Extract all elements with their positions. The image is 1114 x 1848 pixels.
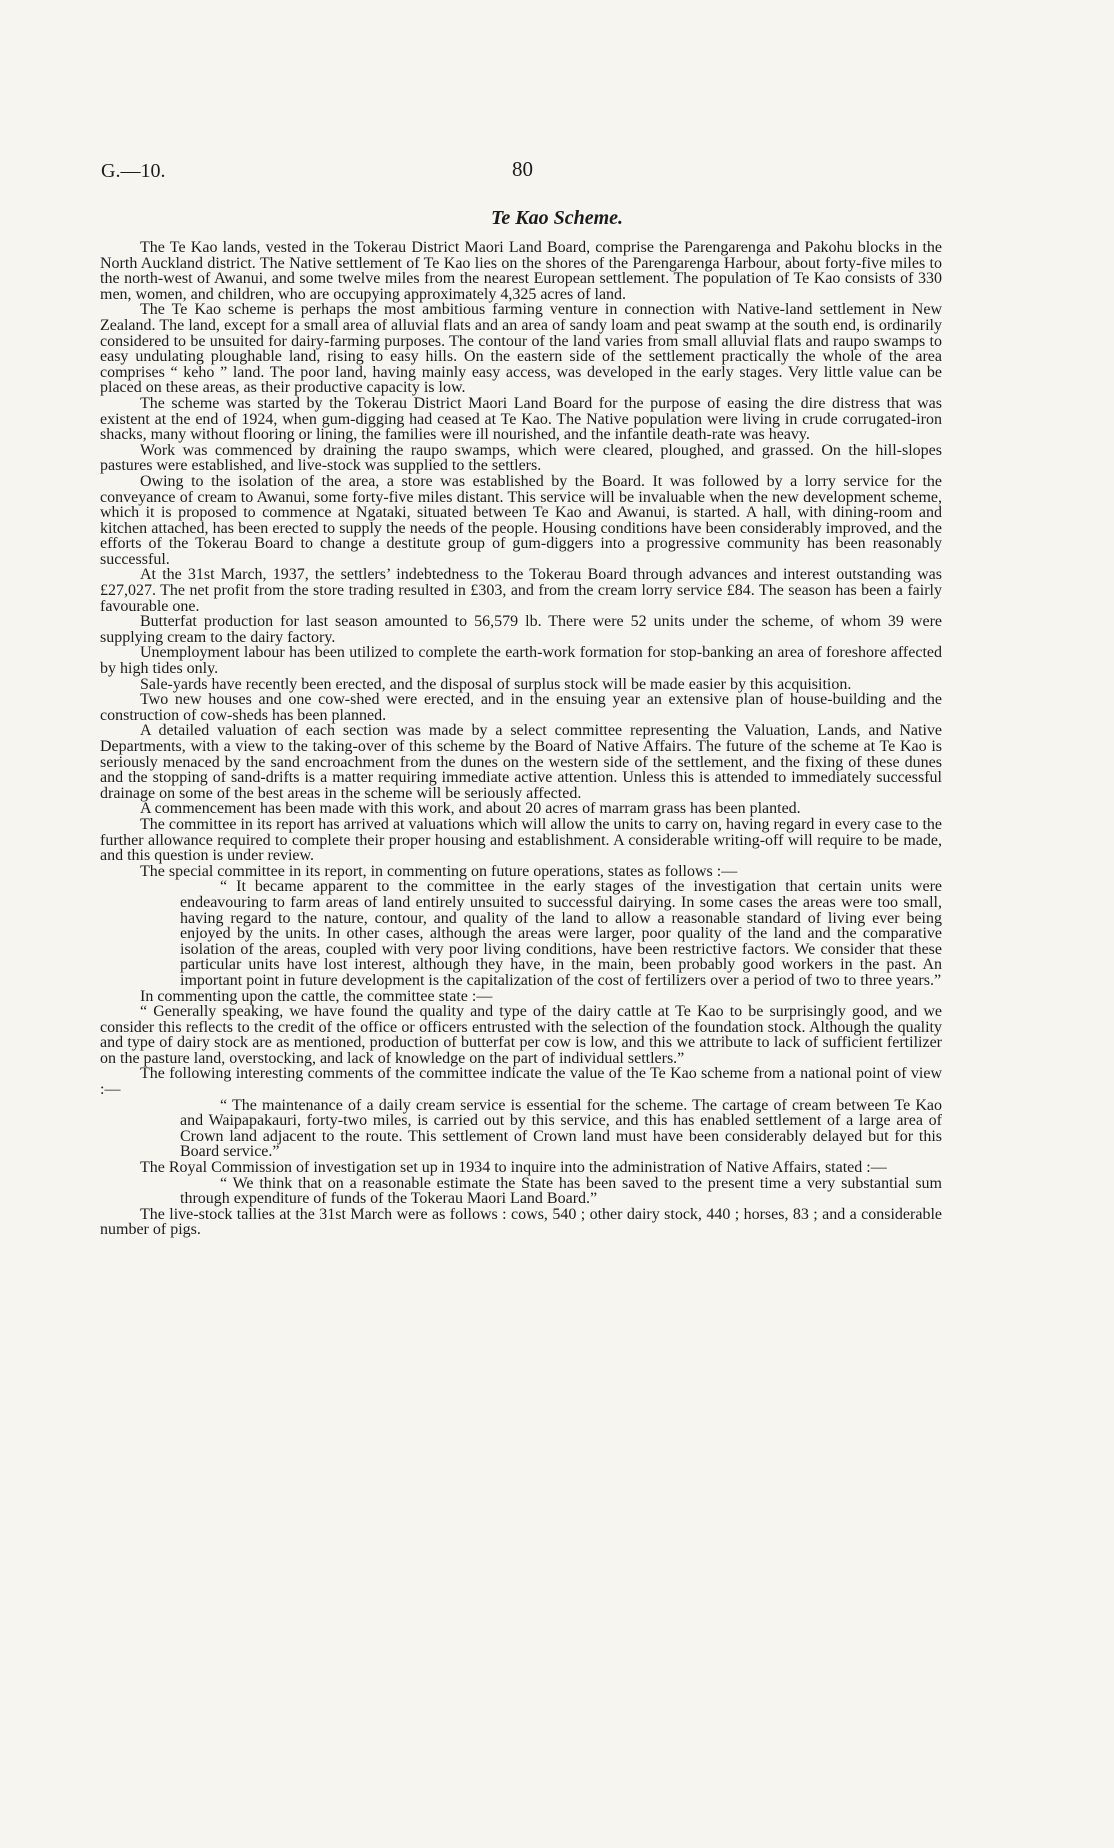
paragraph: In commenting upon the cattle, the committee state :— — [140, 987, 493, 1005]
section-title: Te Kao Scheme. — [490, 207, 624, 229]
paragraph: A commencement has been made with this work, and about 20 acres of marram grass has been planted. — [140, 800, 801, 818]
paragraph: The Te Kao scheme is perhaps the most ambitious farming venture in connection with Native-land settlement in New Zealand. The land, except for a small area of alluvial flats and an area of sandy loam and peat swamp at the south end, is ordinarily considered to be unsuited for dairy-farming purposes. The contour of the land varies from small alluvial flats and raupo swamps to easy undulating ploughable land, rising to easy hills. On the eastern side of the settlement practically the whole of the area comprises “ keho ” land. The poor land, having mainly easy access, was developed in the early stages. Very little value can be placed on these areas, as their productive capacity is low. — [100, 301, 942, 397]
paragraph: Butterfat production for last season amounted to 56,579 lb. There were 52 units under the scheme, of whom 39 were supplying cream to the dairy factory. — [100, 613, 942, 646]
paragraph: The following interesting comments of the committee indicate the value of the Te Kao scheme from a national point of view :— — [100, 1065, 942, 1099]
paragraph: The Royal Commission of investigation set up in 1934 to inquire into the administration of Native Affairs, stated :— — [140, 1159, 887, 1177]
paragraph: The committee in its report has arrived at valuations which will allow the units to carry on, having regard in every case to the further allowance required to complete their proper housing and establishment. A considerable writing-off will require to be made, and this question is under review. — [100, 815, 942, 865]
paragraph: A detailed valuation of each section was made by a select committee representing the Valuation, Lands, and Native Departments, with a view to the taking-over of this scheme by the Board of Native Affairs. The future of the scheme at Te Kao is seriously menaced by the sand encroachment from the dunes on the western side of the settlement, and the fixing of these dunes and the stopping of sand-drifts is a matter requiring immediate active attention. Unless this is attended to immediately successful drainage on some of the best areas in the scheme will be seriously affected. — [100, 722, 942, 802]
paragraph: The Te Kao lands, vested in the Tokerau District Maori Land Board, comprise the Parengarenga and Pakohu blocks in the North Auckland district. The Native settlement of Te Kao lies on the shores of the Parengarenga Harbour, about forty-five miles to the north-west of Awanui, and some twelve miles from the nearest European settlement. The population of Te Kao consists of 330 men, women, and children, who are occupying approximately 4,325 acres of land. — [100, 239, 942, 303]
paragraph: Sale-yards have recently been erected, and the disposal of surplus stock will be made easier by this acquisition. — [140, 675, 852, 693]
paragraph: Work was commenced by draining the raupo swamps, which were cleared, ploughed, and grassed. On the hill-slopes pastures were established, and live-stock was supplied to the settlers. — [100, 441, 942, 475]
paragraph: The live-stock tallies at the 31st March were as follows : cows, 540 ; other dairy stock, 440 ; horses, 83 ; and a considerable number of pigs. — [100, 1205, 942, 1239]
paragraph: Two new houses and one cow-shed were erected, and in the ensuing year an extensive plan of house-building and the construction of cow-sheds has been planned. — [100, 691, 942, 724]
block-quote: “ It became apparent to the committee in the early stages of the investigation that certain units were endeavouring to farm areas of land entirely unsuited to successful dairying. In some cases the areas were too small, having regard to the nature, contour, and quality of the land to allow a reasonable standard of living ever being enjoyed by the units. In other cases, although the areas were larger, poor quality of the land and the comparative isolation of the areas, coupled with very poor living conditions, have been restrictive factors. We consider that these particular units have lost interest, although they have, in the main, been probably good workers in the past. An important point in future development is the capitalization of the cost of fertilizers over a period of two to three years.” — [180, 878, 942, 989]
paragraph: At the 31st March, 1937, the settlers’ indebtedness to the Tokerau Board through advances and interest outstanding was £27,027. The net profit from the store trading resulted in £303, and from the cream lorry service £84. The season has been a fairly favourable one. — [100, 566, 942, 615]
block-quote: “ The maintenance of a daily cream service is essential for the scheme. The cartage of cream between Te Kao and Waipapakauri, forty-two miles, is carried out by this service, and this has enabled settlement of a large area of Crown land adjacent to the route. This settlement of Crown land must have been considerably delayed but for this Board service.” — [180, 1096, 942, 1161]
paragraph: The special committee in its report, in commenting on future operations, states as follows :— — [140, 862, 738, 880]
block-quote: “ We think that on a reasonable estimate the State has been saved to the present time a very substantial sum through expenditure of funds of the Tokerau Maori Land Board.” — [180, 1174, 942, 1208]
paragraph: Owing to the isolation of the area, a store was established by the Board. It was followed by a lorry service for the conveyance of cream to Awanui, some forty-five miles distant. This service will be invaluable when the new development scheme, which it is proposed to commence at Ngataki, situated between Te Kao and Awanui, is started. A hall, with dining-room and kitchen attached, has been erected to supply the needs of the people. Housing conditions have been considerably improved, and the efforts of the Tokerau Board to change a destitute group of gum-diggers into a progressive community has been reasonably successful. — [100, 472, 942, 568]
document-reference: G.—10. — [101, 160, 166, 182]
paragraph: The scheme was started by the Tokerau District Maori Land Board for the purpose of easing the dire distress that was existent at the end of 1924, when gum-digging had ceased at Te Kao. The Native population were living in crude corrugated-iron shacks, many without flooring or lining, the families were ill nourished, and the infantile death-rate was heavy. — [100, 394, 942, 444]
document-body — [100, 240, 942, 1238]
paragraph-quote: “ Generally speaking, we have found the quality and type of the dairy cattle at Te Kao to be surprisingly good, and we consider this reflects to the credit of the office or officers entrusted with the selection of the foundation stock. Although the quality and type of dairy stock are as mentioned, production of butterfat per cow is low, and this we attribute to lack of sufficient fertilizer on the pasture land, overstocking, and lack of knowledge on the part of individual settlers.” — [100, 1003, 942, 1067]
paragraph: Unemployment labour has been utilized to complete the earth-work formation for stop-banking an area of foreshore affected by high tides only. — [100, 644, 942, 678]
page-number: 80 — [512, 157, 533, 181]
